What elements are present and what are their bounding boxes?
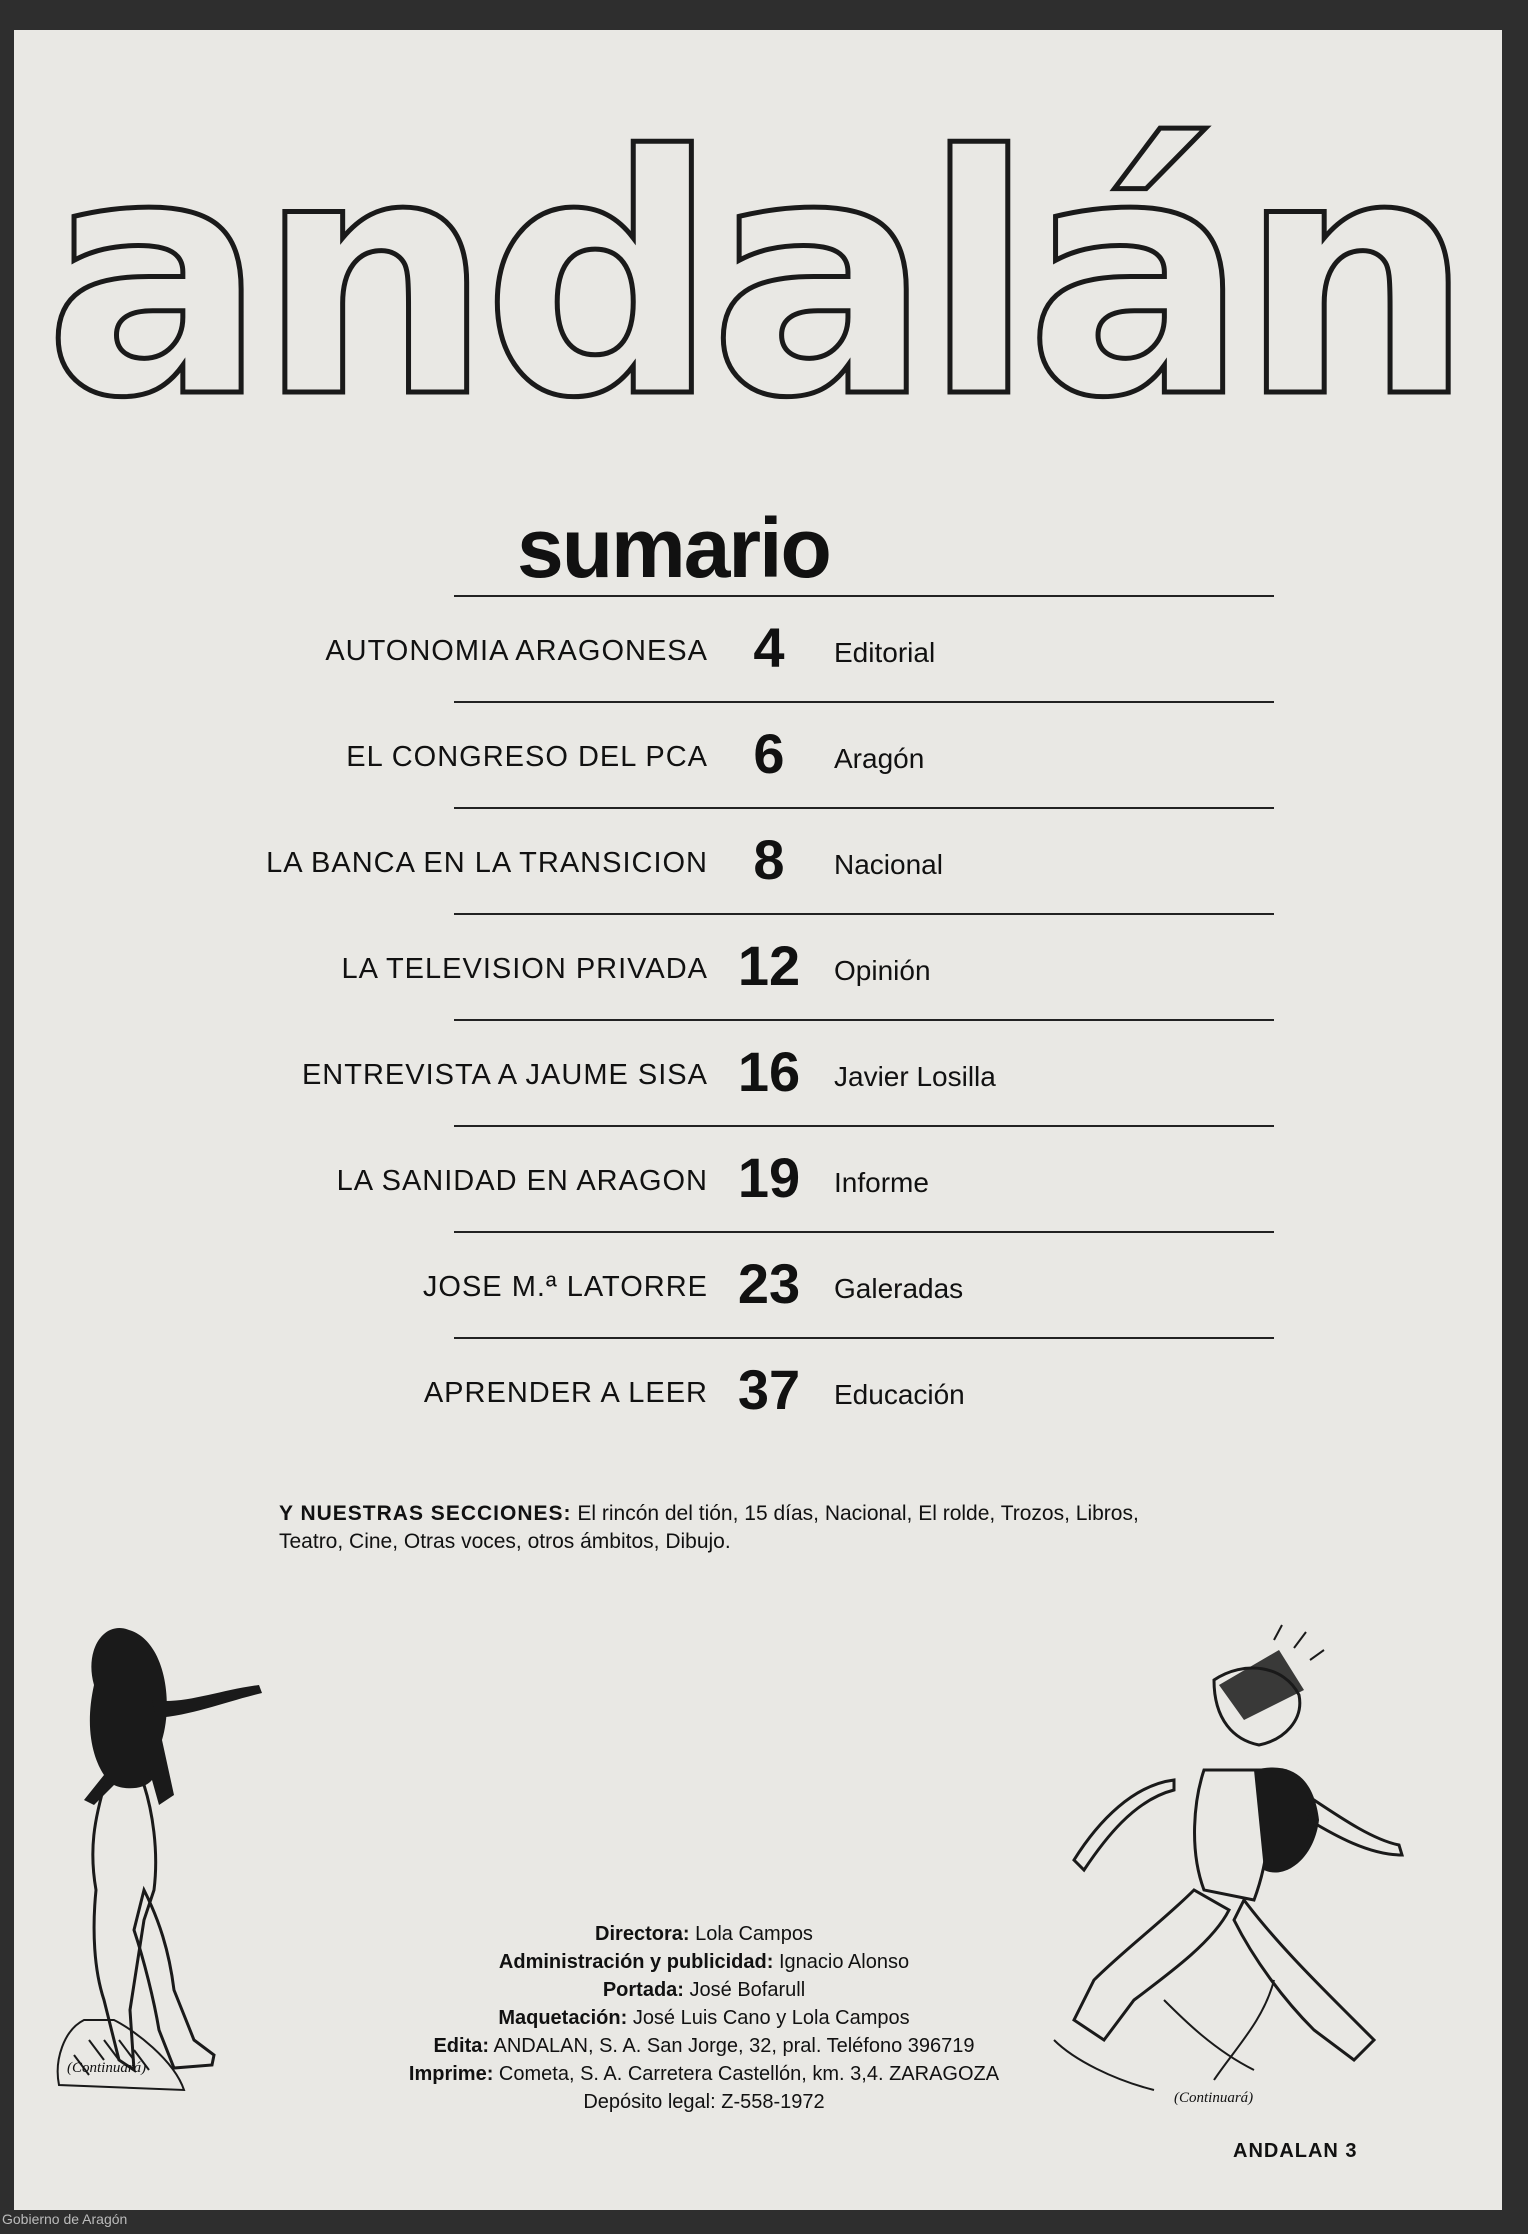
credit-label: Imprime: bbox=[408, 2063, 494, 2085]
page-title: sumario bbox=[517, 501, 830, 595]
credits-block bbox=[254, 1920, 1154, 2116]
toc-item-page: 19 bbox=[737, 1146, 801, 1209]
toc-item-title: APRENDER A LEER bbox=[423, 1377, 708, 1409]
toc-divider bbox=[454, 595, 1274, 597]
credit-value: José Bofarull bbox=[689, 1979, 806, 2001]
credit-line bbox=[254, 2004, 1154, 2032]
toc-item-section: Opinión bbox=[834, 955, 931, 986]
credit-value: Cometa, S. A. Carretera Castellón, km. 3,4. ZARAGOZA bbox=[498, 2063, 1000, 2085]
credit-value: Lola Campos bbox=[695, 1923, 813, 1945]
credit-line bbox=[254, 2088, 1154, 2116]
credit-label: Directora: bbox=[595, 1923, 690, 1945]
toc-item-section: Galeradas bbox=[834, 1273, 964, 1304]
toc-item-title: ENTREVISTA A JAUME SISA bbox=[301, 1059, 708, 1091]
credit-line bbox=[254, 2032, 1154, 2060]
continued-note-right: (Continuará) bbox=[1174, 2090, 1254, 2106]
woman-figure-illustration bbox=[34, 1590, 274, 2100]
magazine-page bbox=[14, 30, 1502, 2210]
credit-value: José Luis Cano y Lola Campos bbox=[632, 2007, 910, 2029]
credit-value: Ignacio Alonso bbox=[778, 1951, 910, 1973]
toc-divider bbox=[454, 701, 1274, 703]
credit-value: ANDALAN, S. A. San Jorge, 32, pral. Teléfono 396719 bbox=[493, 2035, 975, 2057]
sections-text: El rincón del tión, 15 días, Nacional, El rolde, Trozos, Libros, Teatro, Cine, Otras voces, otros ámbitos, Dibujo. bbox=[279, 1502, 1139, 1553]
toc-item-title: JOSE M.ª LATORRE bbox=[422, 1271, 708, 1303]
credit-label: Edita: bbox=[433, 2035, 490, 2057]
credit-label: Maquetación: bbox=[498, 2007, 628, 2029]
toc-item-section: Educación bbox=[834, 1379, 965, 1410]
page-footer: ANDALAN 3 bbox=[1233, 2140, 1358, 2162]
toc-item-section: Aragón bbox=[834, 743, 925, 774]
toc-item-section: Informe bbox=[834, 1167, 929, 1198]
toc-item-page: 6 bbox=[753, 722, 785, 785]
credit-label: Portada: bbox=[602, 1979, 684, 2001]
toc-divider bbox=[454, 807, 1274, 809]
toc-item-section: Javier Losilla bbox=[834, 1061, 996, 1092]
toc-item-page: 4 bbox=[753, 616, 785, 679]
toc-item-section: Editorial bbox=[834, 637, 936, 668]
toc-item-title: LA SANIDAD EN ARAGON bbox=[336, 1165, 708, 1197]
credit-value: Depósito legal: Z-558-1972 bbox=[583, 2091, 825, 2113]
toc-divider bbox=[454, 1125, 1274, 1127]
continued-note-left: (Continuará) bbox=[67, 2060, 147, 2076]
andalan-logo bbox=[44, 92, 1464, 422]
toc-item-title: LA BANCA EN LA TRANSICION bbox=[266, 847, 708, 879]
credit-line bbox=[254, 1976, 1154, 2004]
credit-label: Administración y publicidad: bbox=[498, 1951, 774, 1973]
credit-line bbox=[254, 2060, 1154, 2088]
logo-text: andalán bbox=[44, 92, 1464, 422]
toc-item-page: 8 bbox=[753, 828, 785, 891]
toc-divider bbox=[454, 1019, 1274, 1021]
credit-line bbox=[254, 1920, 1154, 1948]
watermark-text: Gobierno de Aragón bbox=[2, 2211, 128, 2227]
toc-divider bbox=[454, 1337, 1274, 1339]
toc-item-page: 16 bbox=[737, 1040, 801, 1103]
toc-item-title: LA TELEVISION PRIVADA bbox=[341, 953, 708, 985]
sections-paragraph bbox=[279, 1500, 1139, 1556]
sections-label: Y NUESTRAS SECCIONES: bbox=[279, 1502, 572, 1525]
toc-item-title: EL CONGRESO DEL PCA bbox=[346, 741, 708, 773]
toc-item-page: 12 bbox=[737, 934, 801, 997]
toc-item-page: 37 bbox=[737, 1358, 801, 1421]
toc-divider bbox=[454, 1231, 1274, 1233]
toc-item-section: Nacional bbox=[834, 849, 943, 880]
show-through-text bbox=[1054, 590, 1484, 1590]
credit-line bbox=[254, 1948, 1154, 1976]
toc-item-page: 23 bbox=[737, 1252, 801, 1315]
toc-item-title: AUTONOMIA ARAGONESA bbox=[325, 635, 708, 667]
toc-divider bbox=[454, 913, 1274, 915]
